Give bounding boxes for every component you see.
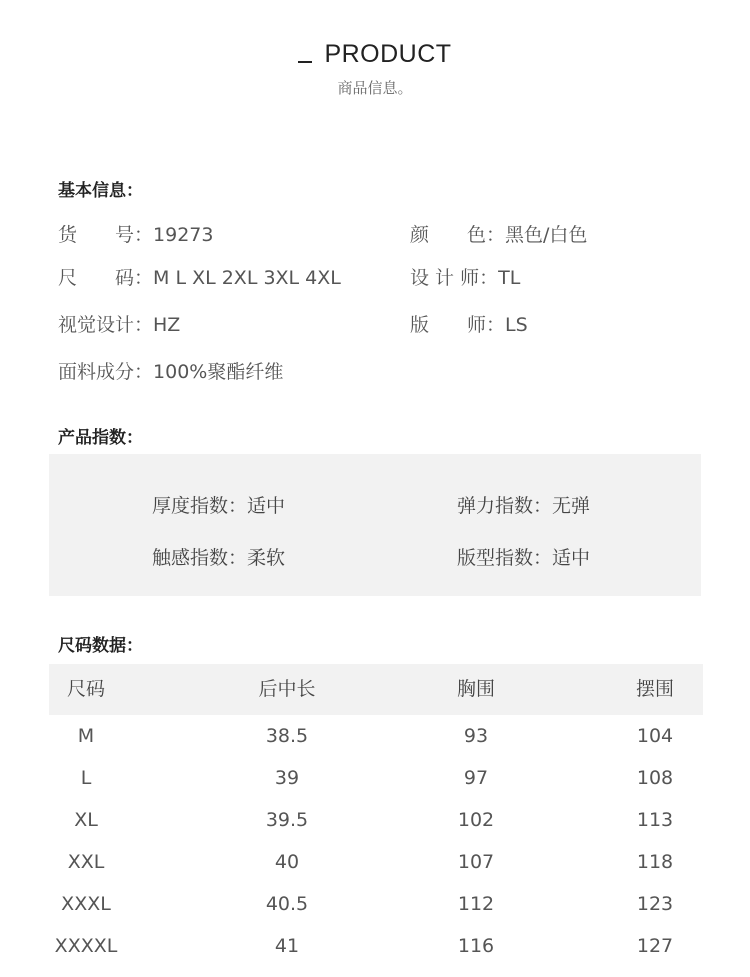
pattern-row (410, 310, 528, 337)
basic-info-heading: 基本信息： (58, 181, 143, 201)
size-value: M L XL 2XL 3XL 4XL (153, 267, 341, 289)
size-table (49, 664, 703, 967)
cell-size: M (77, 725, 95, 747)
cell-back-length: 39.5 (265, 809, 309, 831)
cell-chest: 112 (457, 893, 495, 915)
item-no-label: 货 号： (58, 224, 154, 246)
size-row (58, 263, 341, 290)
table-row (49, 799, 703, 841)
item-no-row (58, 220, 213, 247)
designer-row (410, 263, 520, 290)
cell-hem: 108 (636, 767, 674, 789)
fabric-value: 100%聚酯纤维 (153, 361, 284, 383)
pattern-label: 版 师： (410, 314, 506, 336)
visual-label: 视觉设计： (58, 314, 154, 336)
cell-chest: 116 (457, 935, 495, 957)
cell-hem: 113 (636, 809, 674, 831)
color-row (410, 220, 587, 247)
item-no-value: 19273 (153, 224, 214, 246)
cell-chest: 97 (463, 767, 489, 789)
cell-back-length: 41 (274, 935, 300, 957)
elasticity-index: 弹力指数：无弹 (457, 495, 591, 517)
pattern-value: LS (505, 314, 528, 336)
cell-chest: 102 (457, 809, 495, 831)
table-row (49, 841, 703, 883)
cell-back-length: 38.5 (265, 725, 309, 747)
size-label: 尺 码： (58, 267, 154, 289)
cell-hem: 127 (636, 935, 674, 957)
cell-size: L (80, 767, 92, 789)
table-row (49, 883, 703, 925)
product-index-panel (49, 454, 701, 596)
table-row (49, 757, 703, 799)
cell-back-length: 40.5 (265, 893, 309, 915)
visual-row (58, 310, 180, 337)
page-subtitle: 商品信息。 (337, 79, 413, 97)
color-value: 黑色/白色 (505, 224, 588, 246)
thickness-index: 厚度指数：适中 (152, 495, 286, 517)
cell-back-length: 40 (274, 851, 300, 873)
page-title (298, 40, 451, 69)
cell-size: XXL (67, 851, 105, 873)
title-dash-icon (298, 61, 312, 63)
designer-label: 设 计 师： (410, 267, 499, 289)
cell-size: XXXXL (54, 935, 118, 957)
fit-index: 版型指数：适中 (457, 547, 591, 569)
column-header-back-length: 后中长 (258, 678, 316, 700)
fabric-row (58, 357, 283, 384)
product-index-heading: 产品指数： (58, 428, 143, 448)
column-header-size: 尺码 (66, 678, 105, 700)
page-header (0, 40, 750, 98)
color-label: 颜 色： (410, 224, 506, 246)
cell-size: XXXL (61, 893, 111, 915)
size-data-heading: 尺码数据： (58, 636, 143, 656)
cell-chest: 93 (463, 725, 489, 747)
cell-hem: 118 (636, 851, 674, 873)
cell-hem: 123 (636, 893, 674, 915)
column-header-hem: 摆围 (635, 678, 674, 700)
cell-chest: 107 (457, 851, 495, 873)
designer-value: TL (498, 267, 521, 289)
column-header-chest: 胸围 (456, 678, 495, 700)
cell-size: XL (74, 809, 98, 831)
touch-index: 触感指数：柔软 (152, 547, 286, 569)
fabric-label: 面料成分： (58, 361, 154, 383)
page-title-text: PRODUCT (324, 40, 452, 68)
visual-value: HZ (153, 314, 181, 336)
table-row (49, 925, 703, 967)
size-table-header (49, 664, 703, 715)
cell-back-length: 39 (274, 767, 300, 789)
table-row (49, 715, 703, 757)
cell-hem: 104 (636, 725, 674, 747)
